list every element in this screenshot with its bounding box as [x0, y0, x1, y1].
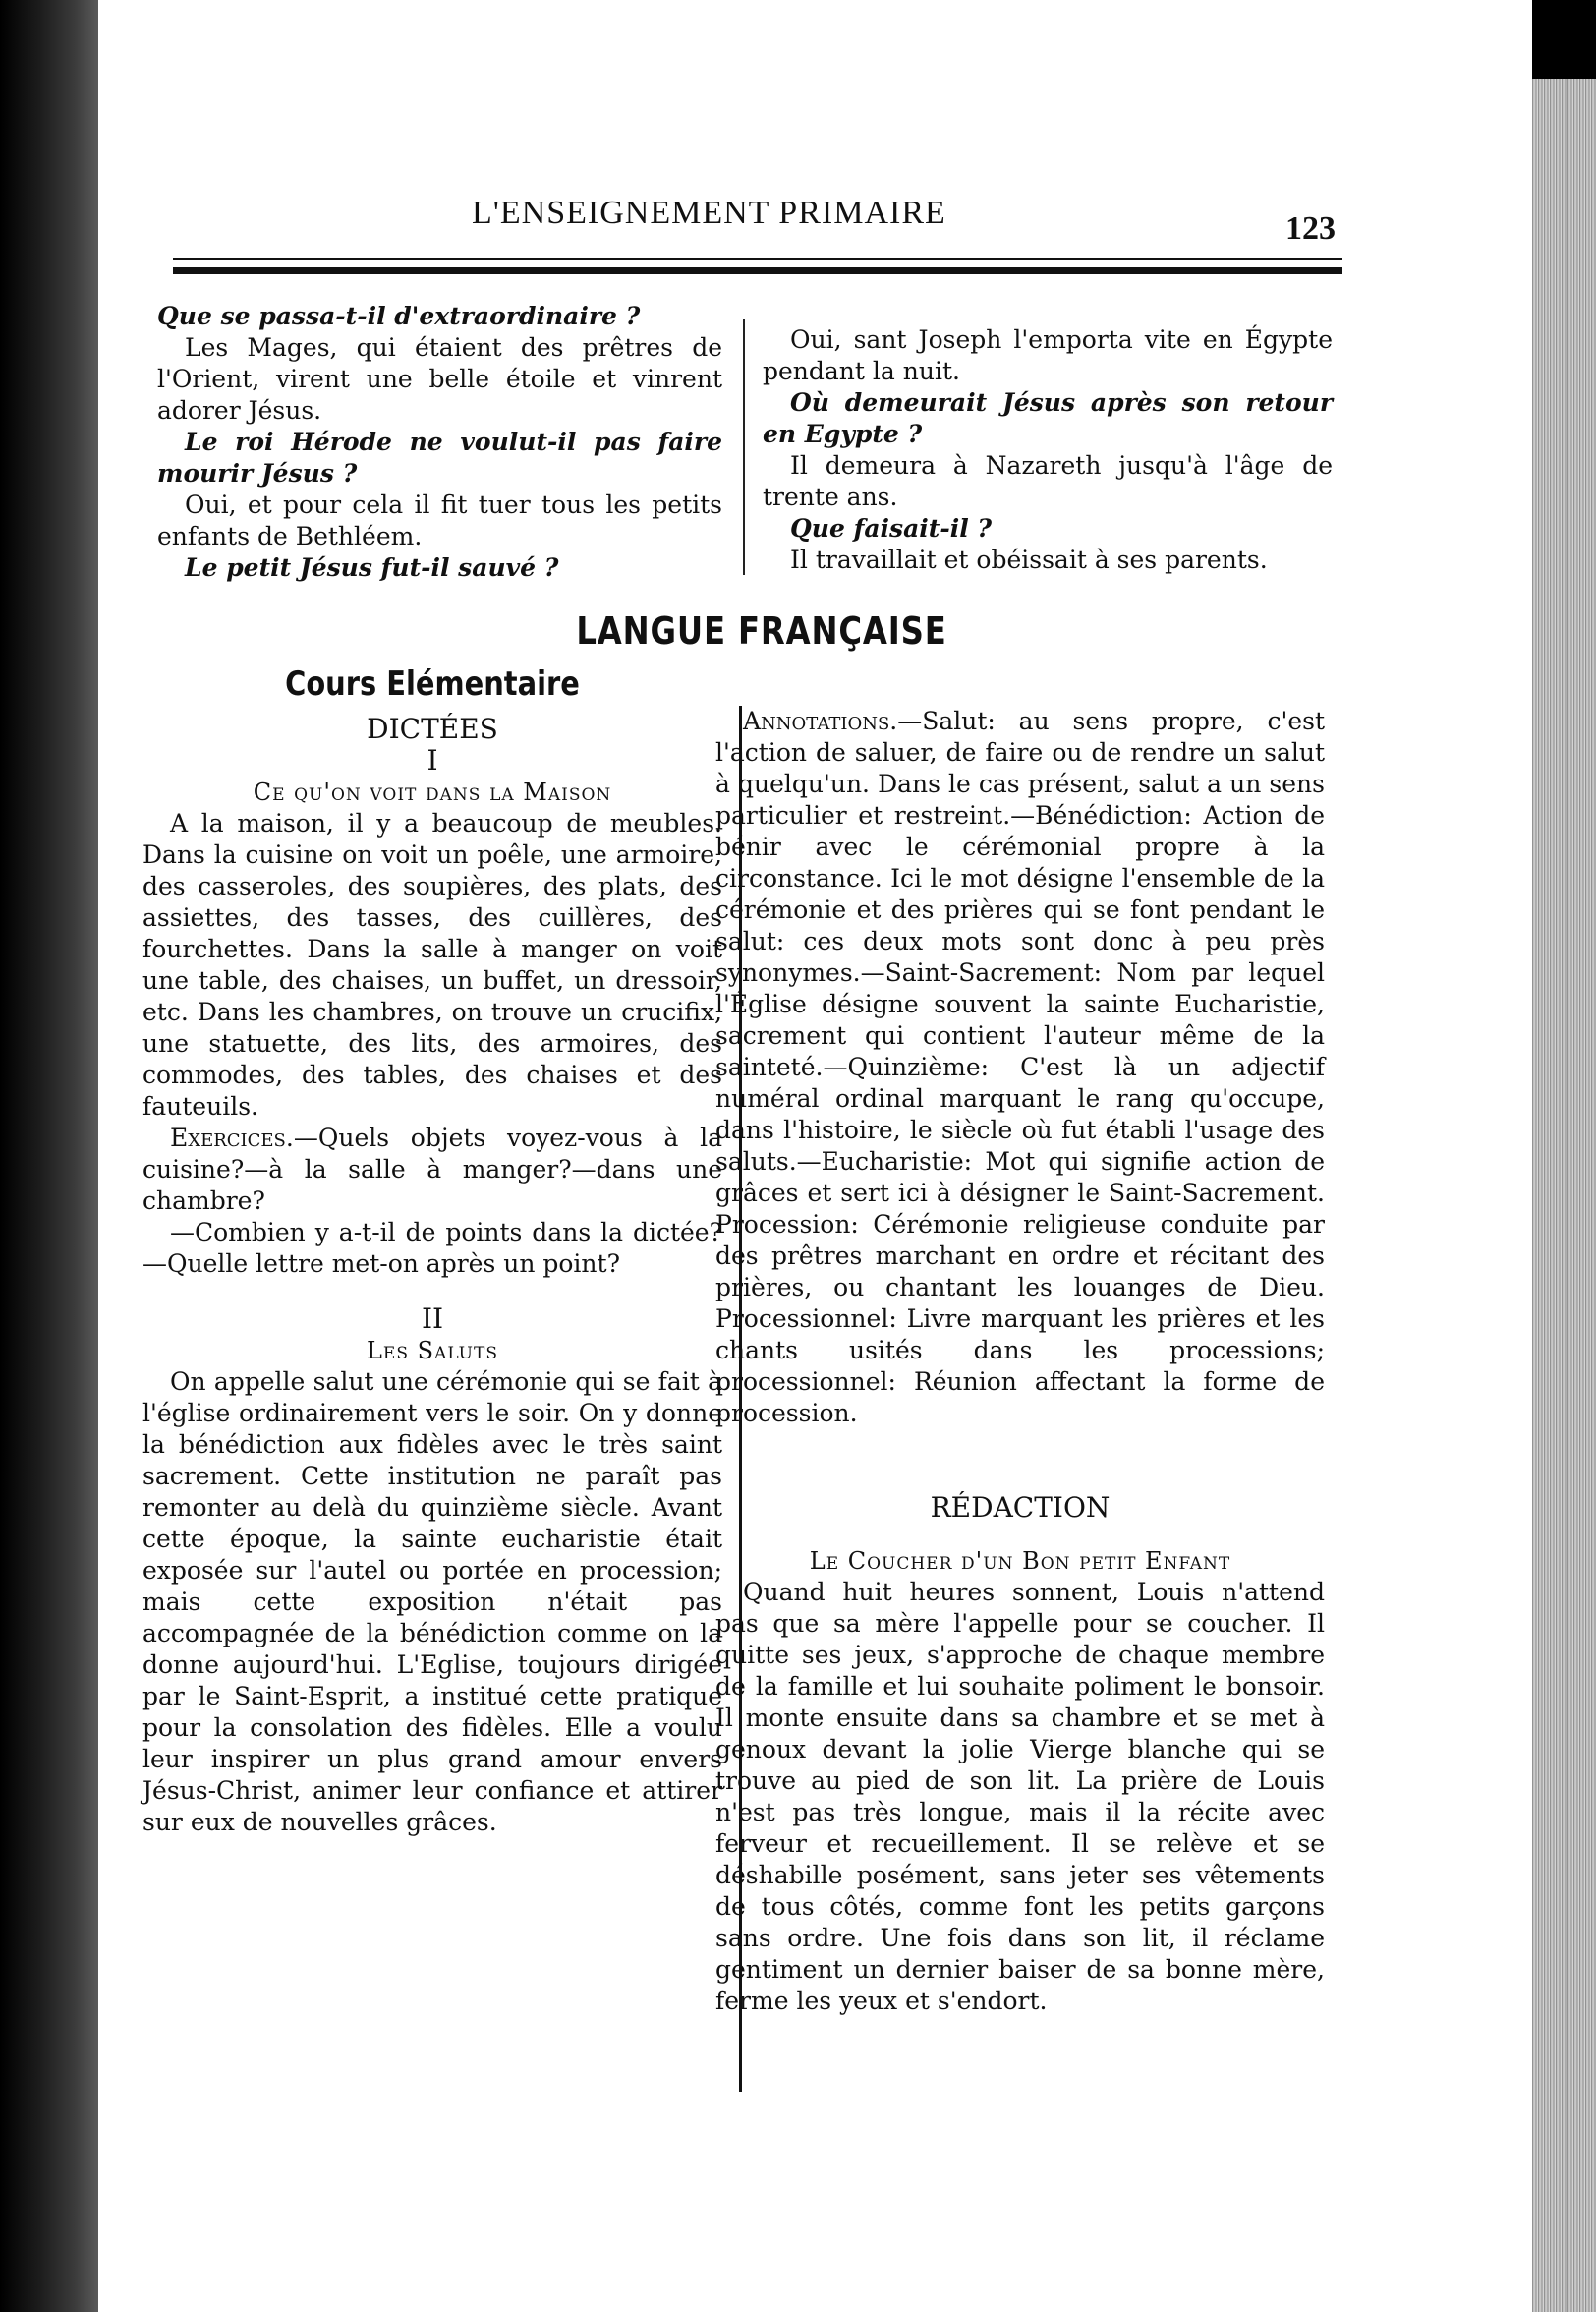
catechism-right-column [763, 324, 1333, 576]
answer: Il demeura à Nazareth jusqu'à l'âge de trente ans. [763, 451, 1333, 511]
header-rule-thick [173, 267, 1342, 274]
answer: Oui, sant Joseph l'emporta vite en Égypte pendant la nuit. [763, 325, 1333, 385]
exercises-text-2: —Combien y a-t-il de points dans la dictée?—Quelle lettre met-on après un point? [142, 1218, 722, 1278]
header-rule [173, 258, 1342, 260]
left-column [142, 665, 722, 1838]
dictee-number: I [427, 744, 438, 777]
right-column [715, 706, 1325, 2017]
dictee-number: II [421, 1302, 444, 1335]
dictee-text: A la maison, il y a beaucoup de meubles. Dans la cuisine on voit un poêle, une armoire, des casseroles, des soupières, des plats, des assiettes, des tasses, des cuillères, des fourchettes. Dans la salle à manger on voit une table, des chaises, un buffet, un dressoir, etc. Dans les chambres, on trouve un crucifix, une statuette, des lits, des armoires, des commodes, des tables, des chaises et des fauteuils. [142, 809, 722, 1121]
section-title: LANGUE FRANÇAISE [576, 609, 947, 653]
redaction-title: Le Coucher d'un Bon petit Enfant [809, 1547, 1231, 1575]
dictees-heading: DICTÉES [367, 713, 498, 745]
course-title: Cours Elémentaire [285, 665, 580, 704]
redaction-heading: RÉDACTION [930, 1491, 1111, 1524]
book-binding-shadow [0, 0, 98, 2312]
dictee-text: On appelle salut une cérémonie qui se fait à l'église ordinairement vers le soir. On y donne la bénédiction aux fidèles avec le très saint sacrement. Cette institution ne paraît pas remonter au delà du quinzième siècle. Avant cette époque, la sainte eucharistie était exposée sur l'autel ou portée en procession; mais cette exposition n'était pas accompagnée de la bénédiction comme on la donne aujourd'hui. L'Eglise, toujours dirigée par le Saint-Esprit, a institué cette pratique pour la consolation des fidèles. Elle a voulu leur inspirer un plus grand amour envers Jésus-Christ, animer leur confiance et attirer sur eux de nouvelles grâces. [142, 1367, 722, 1836]
redaction-text: Quand huit heures sonnent, Louis n'attend pas que sa mère l'appelle pour se coucher. Il quitte ses jeux, s'approche de chaque membre de la famille et lui souhaite poliment le bonsoir. Il monte ensuite dans sa chambre et se met à genoux devant la jolie Vierge blanche qui se trouve au pied de son lit. La prière de Louis n'est pas très longue, mais il la récite avec ferveur et recueillement. Il se relève et se déshabille posément, sans jeter ses vêtements de tous côtés, comme font les petits garçons sans ordre. Une fois dans son lit, il réclame gentiment un dernier baiser de sa bonne mère, ferme les yeux et s'endort. [715, 1578, 1325, 2015]
question: Le roi Hérode ne voulut-il pas faire mourir Jésus ? [157, 428, 722, 488]
exercises-label: Exercices. [170, 1124, 294, 1152]
annotations-text: —Salut: au sens propre, c'est l'action de saluer, de faire ou de rendre un salut à quelqu'un. Dans le cas présent, salut a un sens particulier et restreint.—Bénédiction: Action de bénir avec le cérémonial propre à la circonstance. Ici le mot désigne l'ensemble de la cérémonie et des prières qui se font pendant le salut: ces deux mots sont donc à peu près synonymes.—Saint-Sacrement: Nom par lequel l'Église désigne souvent la sainte Eucharistie, sacrement qui contient l'auteur même de la sainteté.—Quinzième: C'est là un adjectif numéral ordinal marquant le rang qu'occupe, dans l'histoire, le siècle où fut établi l'usage des saluts.—Eucharistie: Mot qui signifie action de grâces et sert ici à désigner le Saint-Sacrement. Procession: Cérémonie religieuse conduite par des prêtres marchant en ordre et récitant des prières, ou chantant les louanges de Dieu. Processionnel: Livre marquant les prières et les chants usités dans les processions; processionnel: Réunion affectant la forme de procession. [715, 707, 1325, 1427]
annotations-label: Annotations. [743, 707, 898, 735]
answer: Les Mages, qui étaient des prêtres de l'Orient, virent une belle étoile et vinrent adorer Jésus. [157, 333, 722, 425]
running-head: L'ENSEIGNEMENT PRIMAIRE [472, 195, 946, 231]
question: Où demeurait Jésus après son retour en Egypte ? [763, 388, 1333, 448]
scan-corner [1532, 0, 1596, 79]
dictee-title: Les Saluts [366, 1337, 498, 1364]
book-page [98, 0, 1532, 2312]
column-divider [743, 319, 745, 575]
page-edges [1532, 79, 1596, 2312]
page-number: 123 [1285, 210, 1336, 247]
question: Que faisait-il ? [790, 514, 993, 543]
answer: Oui, et pour cela il fit tuer tous les petits enfants de Bethléem. [157, 491, 722, 550]
exercises-paragraph [142, 1123, 722, 1217]
answer: Il travaillait et obéissait à ses parents. [790, 546, 1268, 574]
catechism-left-column [157, 301, 722, 584]
dictee-title: Ce qu'on voit dans la Maison [253, 779, 612, 806]
annotations-paragraph [715, 706, 1325, 1429]
question: Que se passa-t-il d'extraordinaire ? [157, 302, 641, 330]
exercises-text: —Quels objets voyez-vous à la cuisine?—à la salle à manger?—dans une chambre? [142, 1124, 722, 1215]
question: Le petit Jésus fut-il sauvé ? [185, 553, 559, 582]
